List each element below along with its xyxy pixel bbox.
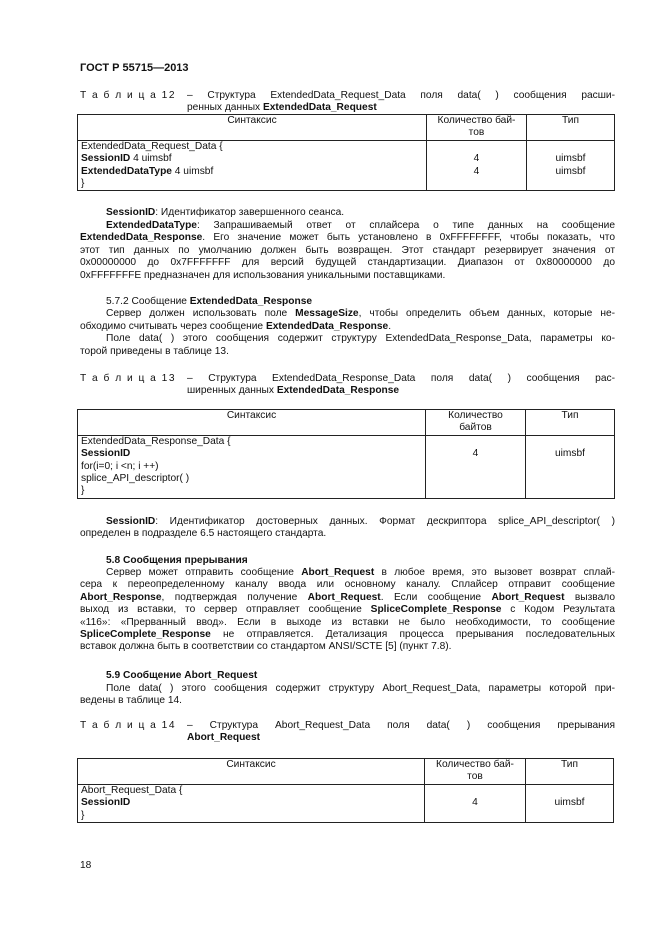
count-cell: 4 4: [427, 140, 527, 191]
section-title: 5.7.2 Сообщение ExtendedData_Response: [106, 296, 313, 307]
section-5-8-title: 5.8 Сообщения прерывания: [106, 555, 248, 566]
table-14-caption: [80, 720, 615, 746]
section-5-7-2: 5.7.2 Сообщение ExtendedData_Response Сервер должен использовать поле MessageSize, чтобы определить объем данных, которые не- обходимо считывать через сообщение ExtendedData_Response. Поле data( ) этого сообщения содержит структуру ExtendedData_Response_Data, параметры ко- торой приведены в таблице 13.: [80, 296, 615, 357]
page-number: 18: [80, 860, 92, 871]
header-type: Тип: [526, 759, 614, 785]
table-13: [77, 409, 615, 499]
sessionid-descriptor-paragraph: SessionID: Идентификатор достоверных данных. Формат дескриптора splice_API_descriptor( ) определен в подразделе 6.5 настоящего стандарта.: [80, 516, 615, 540]
table-row: [78, 140, 615, 191]
section-5-8-body: Сервер может отправить сообщение Abort_Request в любое время, это вызовет возврат сплай- сера к переопределенному каналу ввода или основному каналу. Сплайсер отправит сообщение Abort_Response, подтверждая получение Abort_Request. Если сообщение Abort_Request вызвало выход из вставки, то сервер отправляет сообщение SpliceComplete_Response с Кодом Результата «116»: «Прерванный ввод». Если в выходе из вставки не было необходимости, то сообщение SpliceComplete_Response не отправляется. Детализация процесса прерывания последовательных вставок должна быть в соответствии со стандартом ANSI/SCTE [5] (пункт 7.8).: [80, 567, 615, 653]
header-syntax: Синтаксис: [78, 410, 426, 436]
table-row: [78, 435, 615, 498]
table-12-caption: [80, 90, 615, 116]
section-5-9-title: 5.9 Сообщение Abort_Request: [106, 670, 258, 681]
type-cell: uimsbf: [526, 784, 614, 822]
header-count: Количество бай- тов: [427, 115, 527, 141]
table-12-caption-line2: ренных данных ExtendedData_Request: [187, 102, 377, 113]
header-count: Количество бай- тов: [425, 759, 526, 785]
table-header-row: [78, 115, 615, 141]
table-14-label: Т а б л и ц а 14: [80, 720, 177, 731]
table-header-row: [78, 410, 615, 436]
table-14-caption-line1: – Структура Abort_Request_Data поля data( ) сообщения прерывания: [187, 720, 615, 731]
document-header: ГОСТ Р 55715—2013: [80, 62, 189, 74]
count-cell: 4: [425, 784, 526, 822]
sessionid-paragraph: SessionID: Идентификатор завершенного сеанса.: [106, 207, 345, 218]
table-13-caption-line2: ширенных данных ExtendedData_Response: [187, 385, 400, 396]
extendeddatatype-paragraph: ExtendedDataType: Запрашиваемый ответ от сплайсера о типе данных на сообщение ExtendedData_Response. Его значение может быть установлено в 0xFFFFFFFF, чтобы показать, что этот тип данных по умолчанию должен быть возвращен. Этот стандарт резервирует значения от 0x00000000 до 0x7FFFFFFF для версий будущей стандартизации. Диапазон от 0x80000000 до 0xFFFFFFFE предназначен для использования уникальными поставщиками.: [80, 220, 615, 281]
table-row: [78, 784, 614, 822]
syntax-cell: ExtendedData_Request_Data { SessionID 4 uimsbf ExtendedDataType 4 uimsbf }: [78, 140, 427, 191]
table-header-row: [78, 759, 614, 785]
table-12: [77, 114, 615, 191]
type-cell: uimsbf: [526, 435, 615, 498]
header-syntax: Синтаксис: [78, 759, 425, 785]
type-cell: uimsbf uimsbf: [527, 140, 615, 191]
header-type: Тип: [527, 115, 615, 141]
table-14: [77, 758, 614, 823]
table-14-caption-line2: Abort_Request: [187, 732, 261, 743]
table-12-caption-line1: – Структура ExtendedData_Request_Data поля data( ) сообщения расши-: [187, 90, 615, 101]
header-type: Тип: [526, 410, 615, 436]
table-13-caption-line1: – Структура ExtendedData_Response_Data поля data( ) сообщения рас-: [187, 373, 615, 384]
syntax-cell: ExtendedData_Response_Data { SessionID for(i=0; i <n; i ++) splice_API_descriptor( ) }: [78, 435, 426, 498]
count-cell: 4: [426, 435, 526, 498]
table-13-caption: [80, 373, 615, 399]
syntax-cell: Abort_Request_Data { SessionID }: [78, 784, 425, 822]
header-syntax: Синтаксис: [78, 115, 427, 141]
table-13-label: Т а б л и ц а 13: [80, 373, 177, 384]
header-count: Количество байтов: [426, 410, 526, 436]
table-12-label: Т а б л и ц а 12: [80, 90, 177, 101]
section-5-9-body: Поле data( ) этого сообщения содержит структуру Abort_Request_Data, параметры которой при- ведены в таблице 14.: [80, 683, 615, 707]
